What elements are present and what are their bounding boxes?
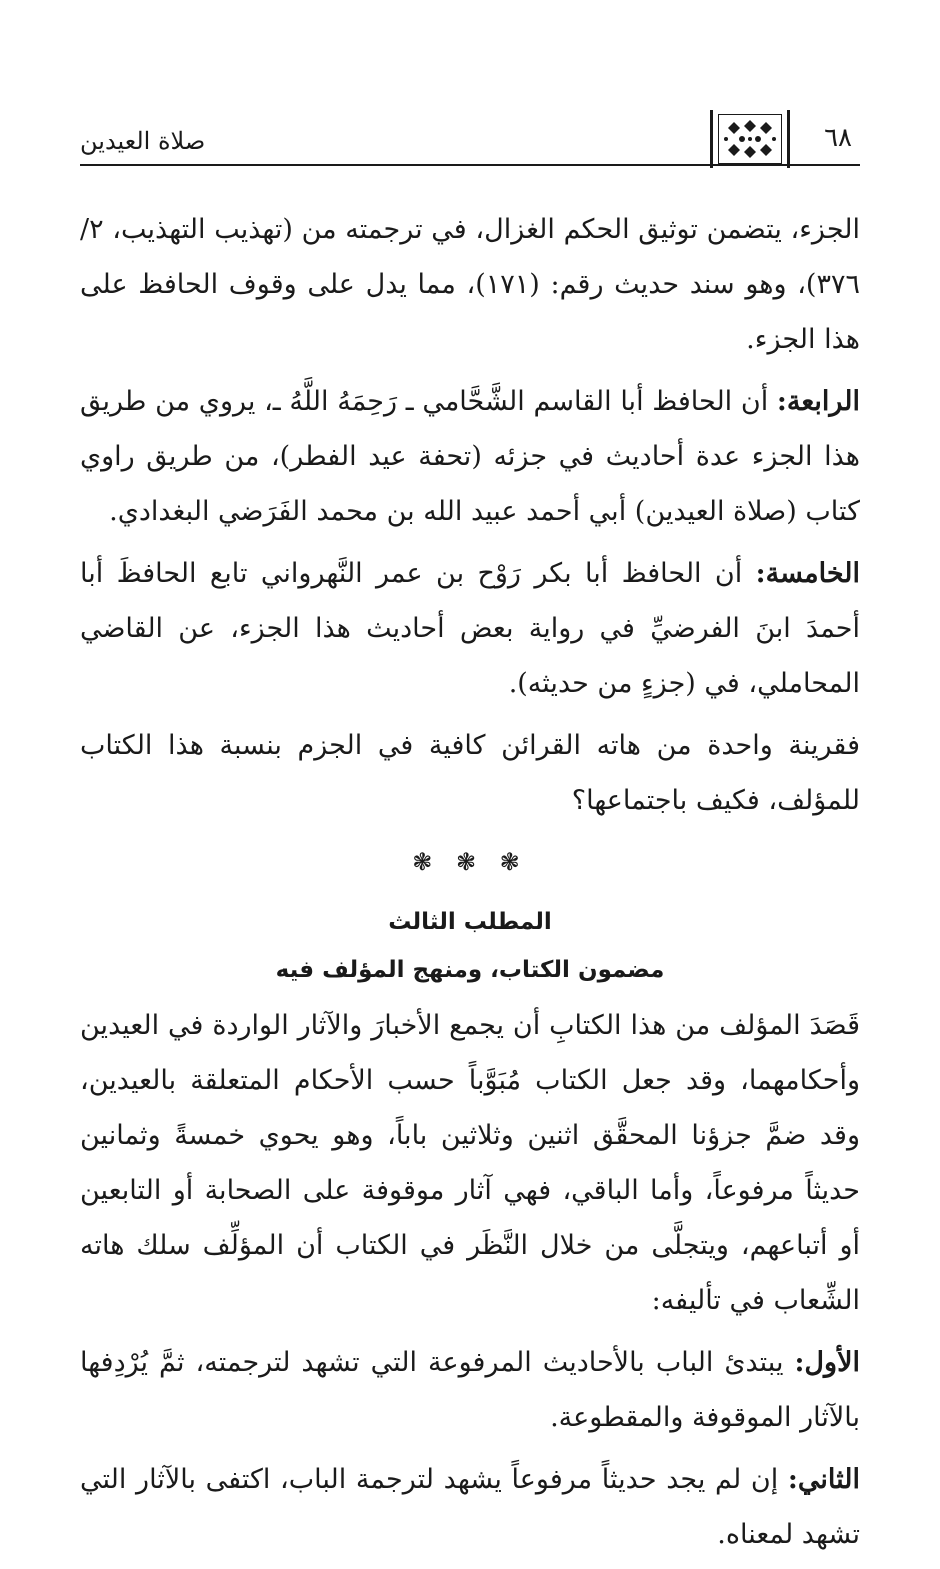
paragraph-text: الجزء، يتضمن توثيق الحكم الغزال، في ترجمته من (تهذيب التهذيب، ٢/ ٣٧٦)، وهو سند حديث رقم: (١٧١)، مما يدل على وقوف الحافظ على هذا الجزء. (80, 214, 860, 355)
paragraph (80, 1452, 860, 1562)
section-title: المطلب الثالث (388, 909, 552, 935)
paragraph-text: قَصَدَ المؤلف من هذا الكتابِ أن يجمع الأخبارَ والآثار الواردة في العيدين وأحكامهما، وقد جعل الكتاب مُبَوَّباً حسب الأحكام المتعلقة بالعيدين، وقد ضمَّ جزؤنا المحقَّق اثنين وثلاثين باباً، وهو يحوي خمسةً وثمانين حديثاً مرفوعاً، وأما الباقي، فهي آثار موقوفة على الصحابة أو التابعين أو أتباعهم، ويتجلَّى من خلال النَّظَر في الكتاب أن المؤلِّف سلك هاته الشِّعاب في تأليفه: (80, 1010, 860, 1316)
page-number: ٦٨ (824, 123, 852, 153)
paragraph-lead: الرابعة: (776, 386, 860, 417)
paragraph-lead: الأول: (794, 1347, 860, 1378)
section-subtitle: مضمون الكتاب، ومنهج المؤلف فيه (275, 957, 665, 983)
paragraph-text: أن الحافظ أبا بكر رَوْح بن عمر النَّهرواني تابع الحافظَ أبا أحمدَ ابنَ الفرضيِّ في رواية بعض أحاديث هذا الجزء، عن القاضي المحاملي، في (جزءٍ من حديثه). (80, 558, 860, 699)
paragraph-lead: الخامسة: (755, 558, 860, 589)
page-body (80, 202, 860, 1569)
paragraph-text: فقرينة واحدة من هاته القرائن كافية في الجزم بنسبة هذا الكتاب للمؤلف، فكيف باجتماعها؟ (80, 730, 860, 816)
paragraph (80, 374, 860, 539)
paragraph (80, 718, 860, 828)
page-header (80, 118, 860, 166)
running-title: صلاة العيدين (80, 127, 206, 155)
header-rule (80, 164, 860, 166)
paragraph-text: إن لم يجد حديثاً مرفوعاً يشهد لترجمة الباب، اكتفى بالآثار التي تشهد لمعناه. (80, 1464, 860, 1550)
paragraph-lead: الثاني: (787, 1464, 860, 1495)
paragraph (80, 202, 860, 367)
paragraph (80, 546, 860, 711)
paragraph (80, 998, 860, 1328)
section-separator: ❃ ❃ ❃ (412, 848, 528, 876)
paragraph-text: يبتدئ الباب بالأحاديث المرفوعة التي تشهد لترجمته، ثمَّ يُرْدِفها بالآثار الموقوفة والمقطوعة. (80, 1347, 860, 1433)
paragraph (80, 1335, 860, 1445)
paragraph-text: أن الحافظ أبا القاسم الشَّحَّامي ـ رَحِمَهُ اللَّهُ ـ، يروي من طريق هذا الجزء عدة أحاديث في جزئه (تحفة عيد الفطر)، من طريق راوي كتاب (صلاة العيدين) أبي أحمد عبيد الله بن محمد الفَرَضي البغدادي. (80, 386, 860, 527)
decorative-ornament-icon (710, 110, 790, 170)
